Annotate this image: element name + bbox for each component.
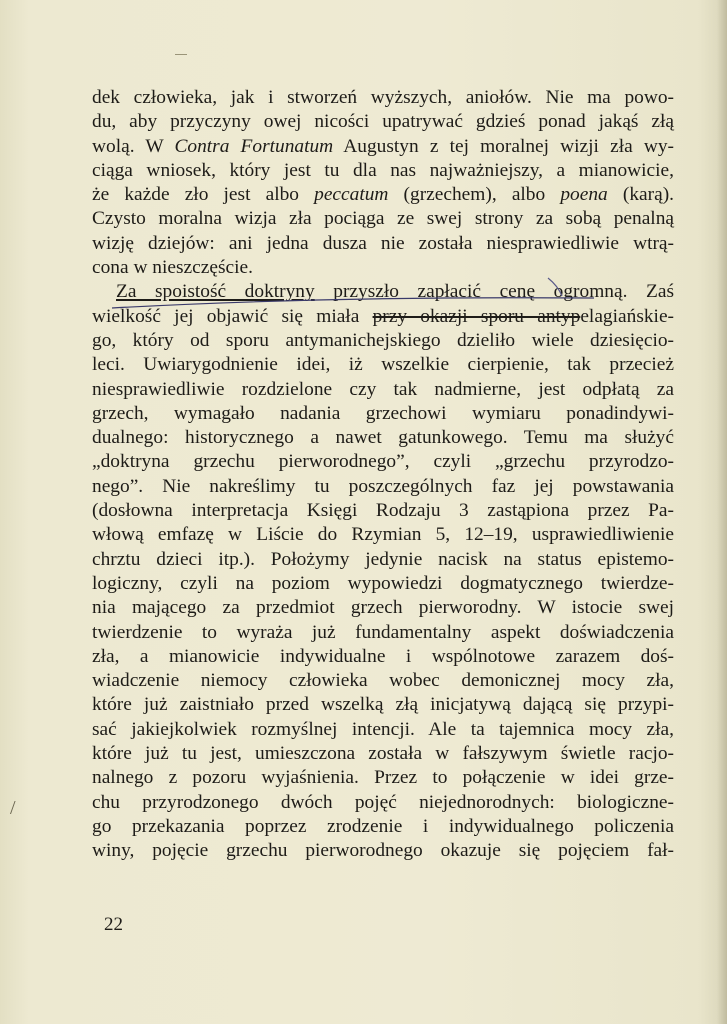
italic-term: peccatum xyxy=(314,184,389,206)
text-line: zła, a mianowicie indywidualne i wspólnotowe zarazem doś- xyxy=(92,645,674,667)
text-line: dek człowieka, jak i stworzeń wyższych, aniołów. Nie ma powo- xyxy=(92,87,674,108)
text-line: go przekazania poprzez zrodzenie i indywidualnego policzenia xyxy=(92,815,674,837)
margin-pencil-mark: / xyxy=(10,797,16,819)
text-line: sać jakiejkolwiek rozmyślnej intencji. Ale ta tajemnica mocy zła, xyxy=(92,718,674,740)
text-line: ciąga wniosek, który jest tu dla nas najważniejszy, a mianowicie, xyxy=(92,159,674,181)
text-line: które już tu jest, umieszczona została w fałszywym świetle racjo- xyxy=(92,743,674,765)
text-line: nalnego z pozoru wyjaśnienia. Przez to połączenie w idei grze- xyxy=(92,767,674,789)
text-line: twierdzenie to wyraża już fundamentalny aspekt doświadczenia xyxy=(92,621,674,643)
text-line: „doktryna grzechu pierworodnego”, czyli „grzechu przyrodzo- xyxy=(92,451,674,473)
text-line: du, aby przyczyny owej nicości upatrywać gdzieś ponad jakąś złą xyxy=(92,111,674,133)
text-line: wiadczenie niemocy człowieka wobec demonicznej mocy zła, xyxy=(92,670,674,692)
struck-phrase: przy okazji sporu antyp xyxy=(372,305,581,327)
text-line: chrztu dzieci itp.). Położymy jedynie nacisk na status epistemo- xyxy=(92,548,674,570)
page-number: 22 xyxy=(104,914,123,935)
text-line: winy, pojęcie grzechu pierworodnego okazuje się pojęciem fał- xyxy=(92,840,674,862)
text-line: logiczny, czyli na poziom wypowiedzi dogmatycznego twierdze- xyxy=(92,572,674,594)
text-line: (dosłowna interpretacja Księgi Rodzaju 3 zastąpiona przez Pa- xyxy=(92,500,674,522)
text-line: grzech, wymagało nadania grzechowi wymiaru ponadindywi- xyxy=(92,402,674,424)
page-spine-shadow xyxy=(717,0,727,1024)
text-line: go, który od sporu antymanichejskiego dzieliło wiele dziesięcio- xyxy=(92,329,674,351)
text-line: że każde zło jest albo peccatum (grzechem), albo poena (karą). xyxy=(92,184,674,206)
text-line: leci. Uwiarygodnienie idei, iż wszelkie cierpienie, tak przecież xyxy=(92,354,674,376)
text-line: Za spoistość doktryny przyszło zapłacić cenę ogromną. Zaś xyxy=(116,281,674,303)
text-line: nego”. Nie nakreślimy tu poszczególnych faz jej powstawania xyxy=(92,475,674,497)
body-text xyxy=(92,86,674,864)
text-line: wolą. W Contra Fortunatum Augustyn z tej moralnej wizji zła wy- xyxy=(92,135,674,157)
text-line: niesprawiedliwie rozdzielone czy tak nadmierne, jest odpłatą za xyxy=(92,378,674,400)
text-line: Czysto moralna wizja zła pociąga ze swej strony za sobą penalną xyxy=(92,208,674,230)
text-line: włową emfazę w Liście do Rzymian 5, 12–19, usprawiedliwienie xyxy=(92,524,674,546)
text-line: cona w nieszczęście. xyxy=(92,257,253,279)
italic-title: Contra Fortunatum xyxy=(174,135,334,157)
text-line: dualnego: historycznego a nawet gatunkowego. Temu ma służyć xyxy=(92,427,674,449)
text-line: wielkość jej objawić się miała przy okazji sporu antypelagiańskie- xyxy=(92,305,675,327)
text-line: które już zaistniało przed wszelką złą inicjatywą dającą się przypi- xyxy=(92,694,674,716)
pencil-mark xyxy=(175,54,187,55)
italic-term: poena xyxy=(560,184,608,206)
underlined-phrase: Za spoistość doktryny xyxy=(116,281,315,303)
text-line: nia mającego za przedmiot grzech pierworodny. W istocie swej xyxy=(92,597,674,619)
text-line: chu przyrodzonego dwóch pojęć niejednorodnych: biologiczne- xyxy=(92,791,674,813)
text-line: wizję dziejów: ani jedna dusza nie została niesprawiedliwie wtrą- xyxy=(92,232,674,254)
